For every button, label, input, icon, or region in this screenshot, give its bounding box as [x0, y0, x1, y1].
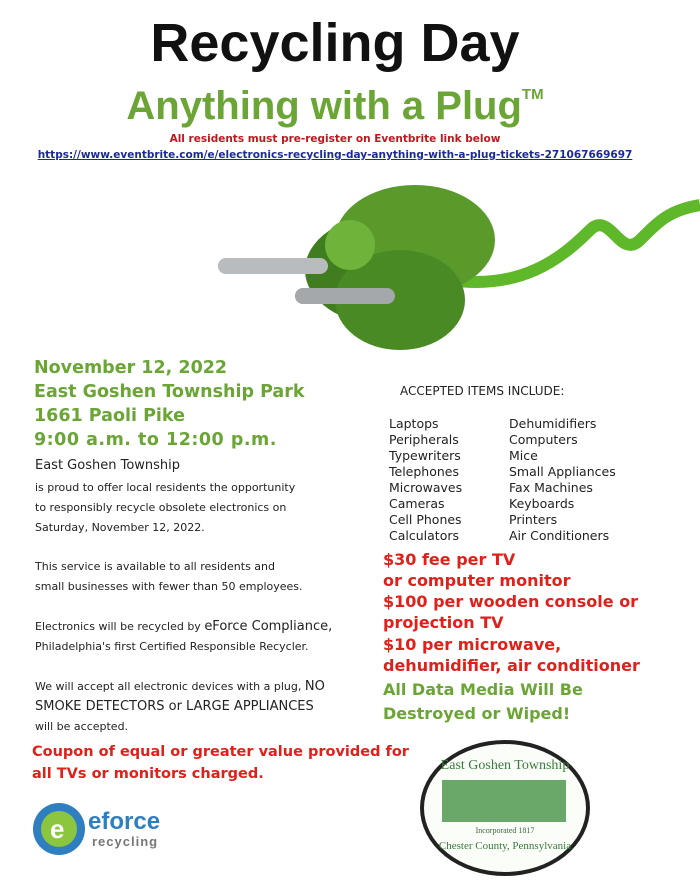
text-line: will be accepted.	[35, 720, 129, 733]
accepted-items-heading: ACCEPTED ITEMS INCLUDE:	[400, 384, 565, 398]
fee-line: or computer monitor	[383, 571, 571, 590]
text-line: Electronics will be recycled by	[35, 620, 205, 633]
event-date: November 12, 2022	[34, 358, 228, 378]
list-item: Fax Machines	[509, 480, 593, 495]
eforce-globe-icon	[30, 800, 88, 858]
list-item: Small Appliances	[509, 464, 616, 479]
list-item: Peripherals	[389, 432, 459, 447]
data-media-line: Destroyed or Wiped!	[383, 704, 571, 723]
text-line: This service is available to all residents and	[35, 560, 275, 573]
eligibility-paragraph	[35, 557, 303, 597]
list-item: Mice	[509, 448, 538, 463]
accepted-items-col2	[509, 416, 616, 544]
green-plug-image	[200, 170, 700, 380]
subtitle	[0, 84, 670, 129]
list-item: Typewriters	[389, 448, 461, 463]
page-title: Recycling Day	[150, 13, 520, 73]
list-item: Microwaves	[389, 480, 463, 495]
event-time: 9:00 a.m. to 12:00 p.m.	[34, 430, 277, 450]
list-item: Cameras	[389, 496, 445, 511]
fee-line: projection TV	[383, 613, 504, 632]
list-item: Dehumidifiers	[509, 416, 597, 431]
subtitle-text: Anything with a Plug	[126, 84, 522, 128]
recycler-paragraph	[35, 617, 332, 657]
recycler-name: eForce Compliance,	[204, 619, 333, 634]
list-item: Laptops	[389, 416, 439, 431]
text-line: small businesses with fewer than 50 employees.	[35, 580, 303, 593]
text-line: Saturday, November 12, 2022.	[35, 521, 205, 534]
list-item: Telephones	[389, 464, 459, 479]
text-line: Philadelphia's first Certified Responsible Recycler.	[35, 640, 309, 653]
list-item: Computers	[509, 432, 578, 447]
list-item: Air Conditioners	[509, 528, 610, 543]
township-building-icon	[442, 780, 566, 822]
seal-text: Chester County, Pennsylvania	[438, 840, 572, 852]
list-item: Calculators	[389, 528, 459, 543]
fee-line: $100 per wooden console or	[383, 592, 639, 611]
eforce-tagline: recycling	[92, 834, 159, 849]
eforce-logo	[30, 800, 190, 860]
coupon-line: all TVs or monitors charged.	[32, 766, 264, 782]
text-line: We will accept all electronic devices with a plug,	[35, 680, 305, 693]
eventbrite-link[interactable]: https://www.eventbrite.com/e/electronics-recycling-day-anything-with-a-plug-tickets-271067669697	[37, 149, 633, 161]
svg-text:e: e	[50, 814, 65, 844]
township-seal	[420, 740, 590, 876]
org-name: East Goshen Township	[35, 458, 181, 473]
accepted-items-col1	[389, 416, 462, 544]
fee-line: $10 per microwave,	[383, 635, 562, 654]
data-media-line: All Data Media Will Be	[383, 680, 583, 699]
text-line: to responsibly recycle obsolete electronics on	[35, 501, 287, 514]
intro-paragraph	[35, 478, 295, 538]
text-line: NO	[304, 679, 325, 694]
trademark: TM	[521, 86, 544, 103]
event-venue: East Goshen Township Park	[34, 382, 305, 402]
list-item: Cell Phones	[389, 512, 462, 527]
fee-line: dehumidifier, air conditioner	[383, 656, 640, 675]
list-item: Printers	[509, 512, 558, 527]
seal-text: East Goshen Township	[440, 758, 570, 773]
text-line: is proud to offer local residents the opportunity	[35, 481, 296, 494]
event-address: 1661 Paoli Pike	[34, 406, 185, 426]
fee-line: $30 fee per TV	[383, 550, 516, 569]
seal-text: Incorporated 1817	[475, 826, 535, 835]
restrictions-paragraph	[35, 677, 325, 737]
registration-notice: All residents must pre-register on Eventbrite link below	[169, 133, 501, 145]
coupon-line: Coupon of equal or greater value provided for	[32, 744, 409, 760]
list-item: Keyboards	[509, 496, 575, 511]
text-line: SMOKE DETECTORS or LARGE APPLIANCES	[35, 699, 314, 714]
eforce-wordmark: eforce	[88, 808, 161, 835]
